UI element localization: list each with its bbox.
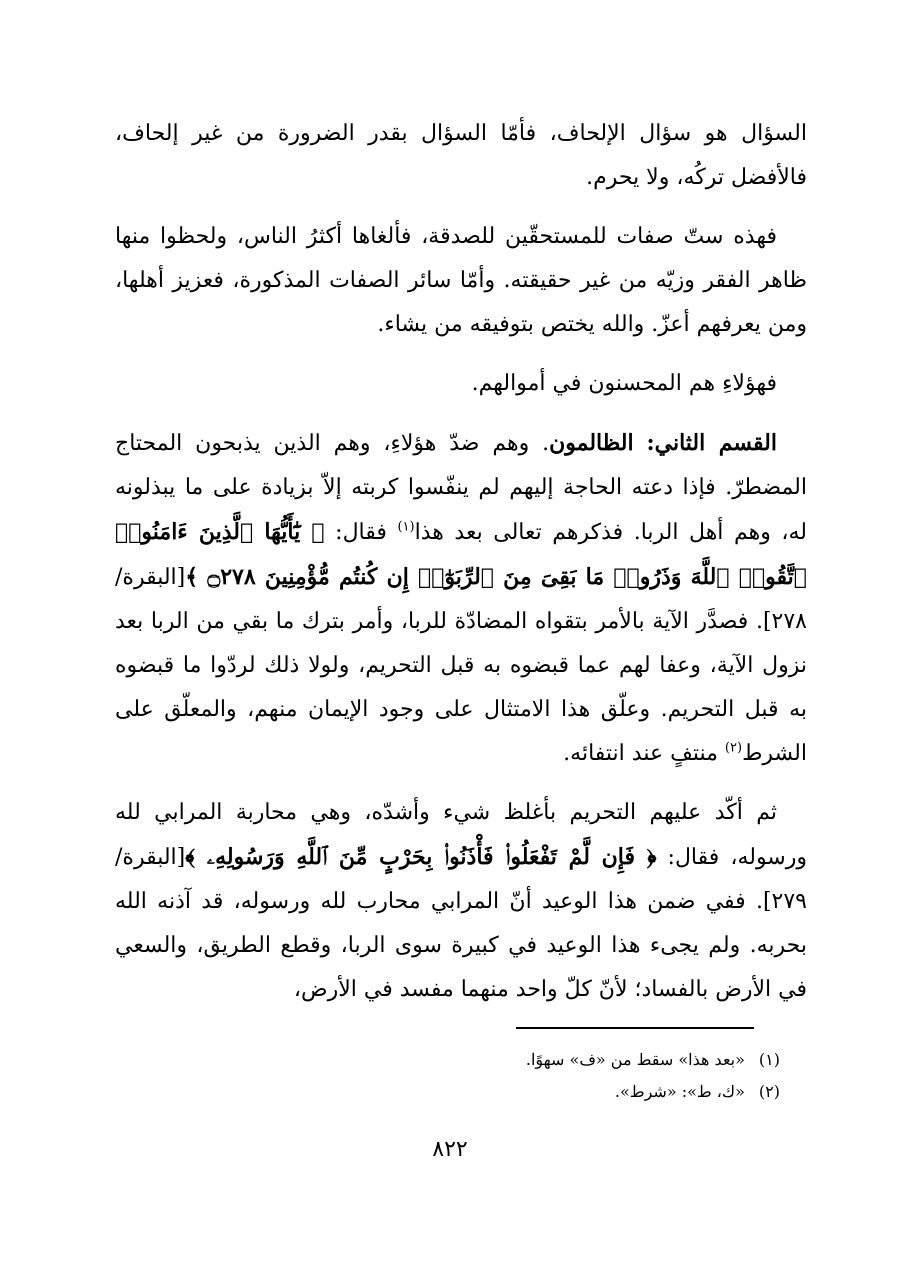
quran-reference-279: [البقرة/ ٢٧٩] (115, 845, 807, 914)
section-heading: القسم الثاني: (646, 430, 777, 456)
paragraph-4-text-b: فقال: (335, 520, 398, 545)
quran-verse-279: ﴿ فَإِن لَّمْ تَفْعَلُوا۟ فَأْذَنُوا۟ بِحَرْبٍ مِّنَ ٱللَّهِ وَرَسُولِهِۦ ﴾ (185, 844, 657, 870)
page-number: ٨٢٢ (432, 1137, 468, 1162)
paragraph-2: فهذه ستّ صفات للمستحقّين للصدقة، فألغاها أكثرُ الناس، ولحظوا منها ظاهر الفقر وزيّه من غير حقيقته. وأمّا سائر الصفات المذكورة، فعزيز أهلها، ومن يعرفهم أعزّ. والله يختص بتوفيقه من يشاء. (115, 224, 807, 337)
main-text (115, 112, 807, 1027)
paragraph-5-text-a: ثم أكّد عليهم التحريم بأغلظ شيء وأشدّه، وهي محاربة المرابي لله ورسوله، فقال: (115, 800, 807, 870)
paragraph-3: فهؤلاءِ هم المحسنون في أموالهم. (471, 371, 777, 396)
footnote-2 (300, 1076, 780, 1108)
footnote-mark-2[interactable]: (٢) (724, 740, 743, 756)
footnotes (300, 1044, 780, 1108)
paragraph-4 (115, 421, 807, 776)
footnote-number: (١) (758, 1050, 780, 1069)
footnote-number: (٢) (758, 1082, 780, 1101)
section-term: الظالمون (549, 430, 634, 456)
footnote-text: «ك، ط»: «شرط». (614, 1082, 745, 1101)
footnote-mark-1[interactable]: (١) (397, 519, 415, 535)
paragraph-1: السؤال هو سؤال الإلحاف، فأمّا السؤال بقدر الضرورة من غير إلحاف، فالأفضل تركُه، ولا يحرم. (115, 121, 807, 190)
quran-verse-278: ﴿ يَٰٓأَيُّهَا ٱلَّذِينَ ءَامَنُوا۟ ٱتَّقُوا۟ ٱللَّهَ وَذَرُوا۟ مَا بَقِىَ مِنَ ٱلرِّبَوٰٓا۟ إِن كُنتُم مُّؤْمِنِينَ ۝٢٧٨ ﴾ (115, 519, 807, 590)
footnote-separator (516, 1027, 754, 1029)
paragraph-4-text-a: . وهم ضدّ هؤلاءِ، وهم الذين يذبحون المحتاج المضطرّ. فإذا دعته الحاجة إليهم لم ينفّسوا كربته إلاّ بزيادة على ما يبذلونه له، وهم أهل الربا. فذكرهم تعالى بعد هذا (115, 431, 807, 545)
paragraph-4-text-d: منتفٍ عند انتفائه. (563, 741, 725, 766)
paragraph-5-text-b: . ففي ضمن هذا الوعيد أنّ المرابي محارب لله ورسوله، قد آذنه الله بحربه. ولم يجىء هذا الوعيد في كبيرة سوى الربا، وقطع الطريق، والسعي في الأرض بالفساد؛ لأنّ كلّ واحد منهما مفسد في الأرض، (115, 889, 807, 1002)
paragraph-4-text-c: . فصدَّر الآية بالأمر بتقواه المضادّة للربا، وأمر بترك ما بقي من الربا بعد نزول الآية، وعفا لهم عما قبضوه به قبل التحريم، ولولا ذلك لردّوا ما قبضوه به قبل التحريم. وعلّق هذا الامتثال على وجود الإيمان منهم، والمعلّق على الشرط (115, 609, 807, 766)
footnote-1 (300, 1044, 780, 1076)
paragraph-5 (115, 791, 807, 1012)
quran-reference-278: [البقرة/ ٢٧٨] (115, 565, 807, 634)
footnote-text: «بعد هذا» سقط من «ف» سهوًا. (525, 1050, 745, 1069)
